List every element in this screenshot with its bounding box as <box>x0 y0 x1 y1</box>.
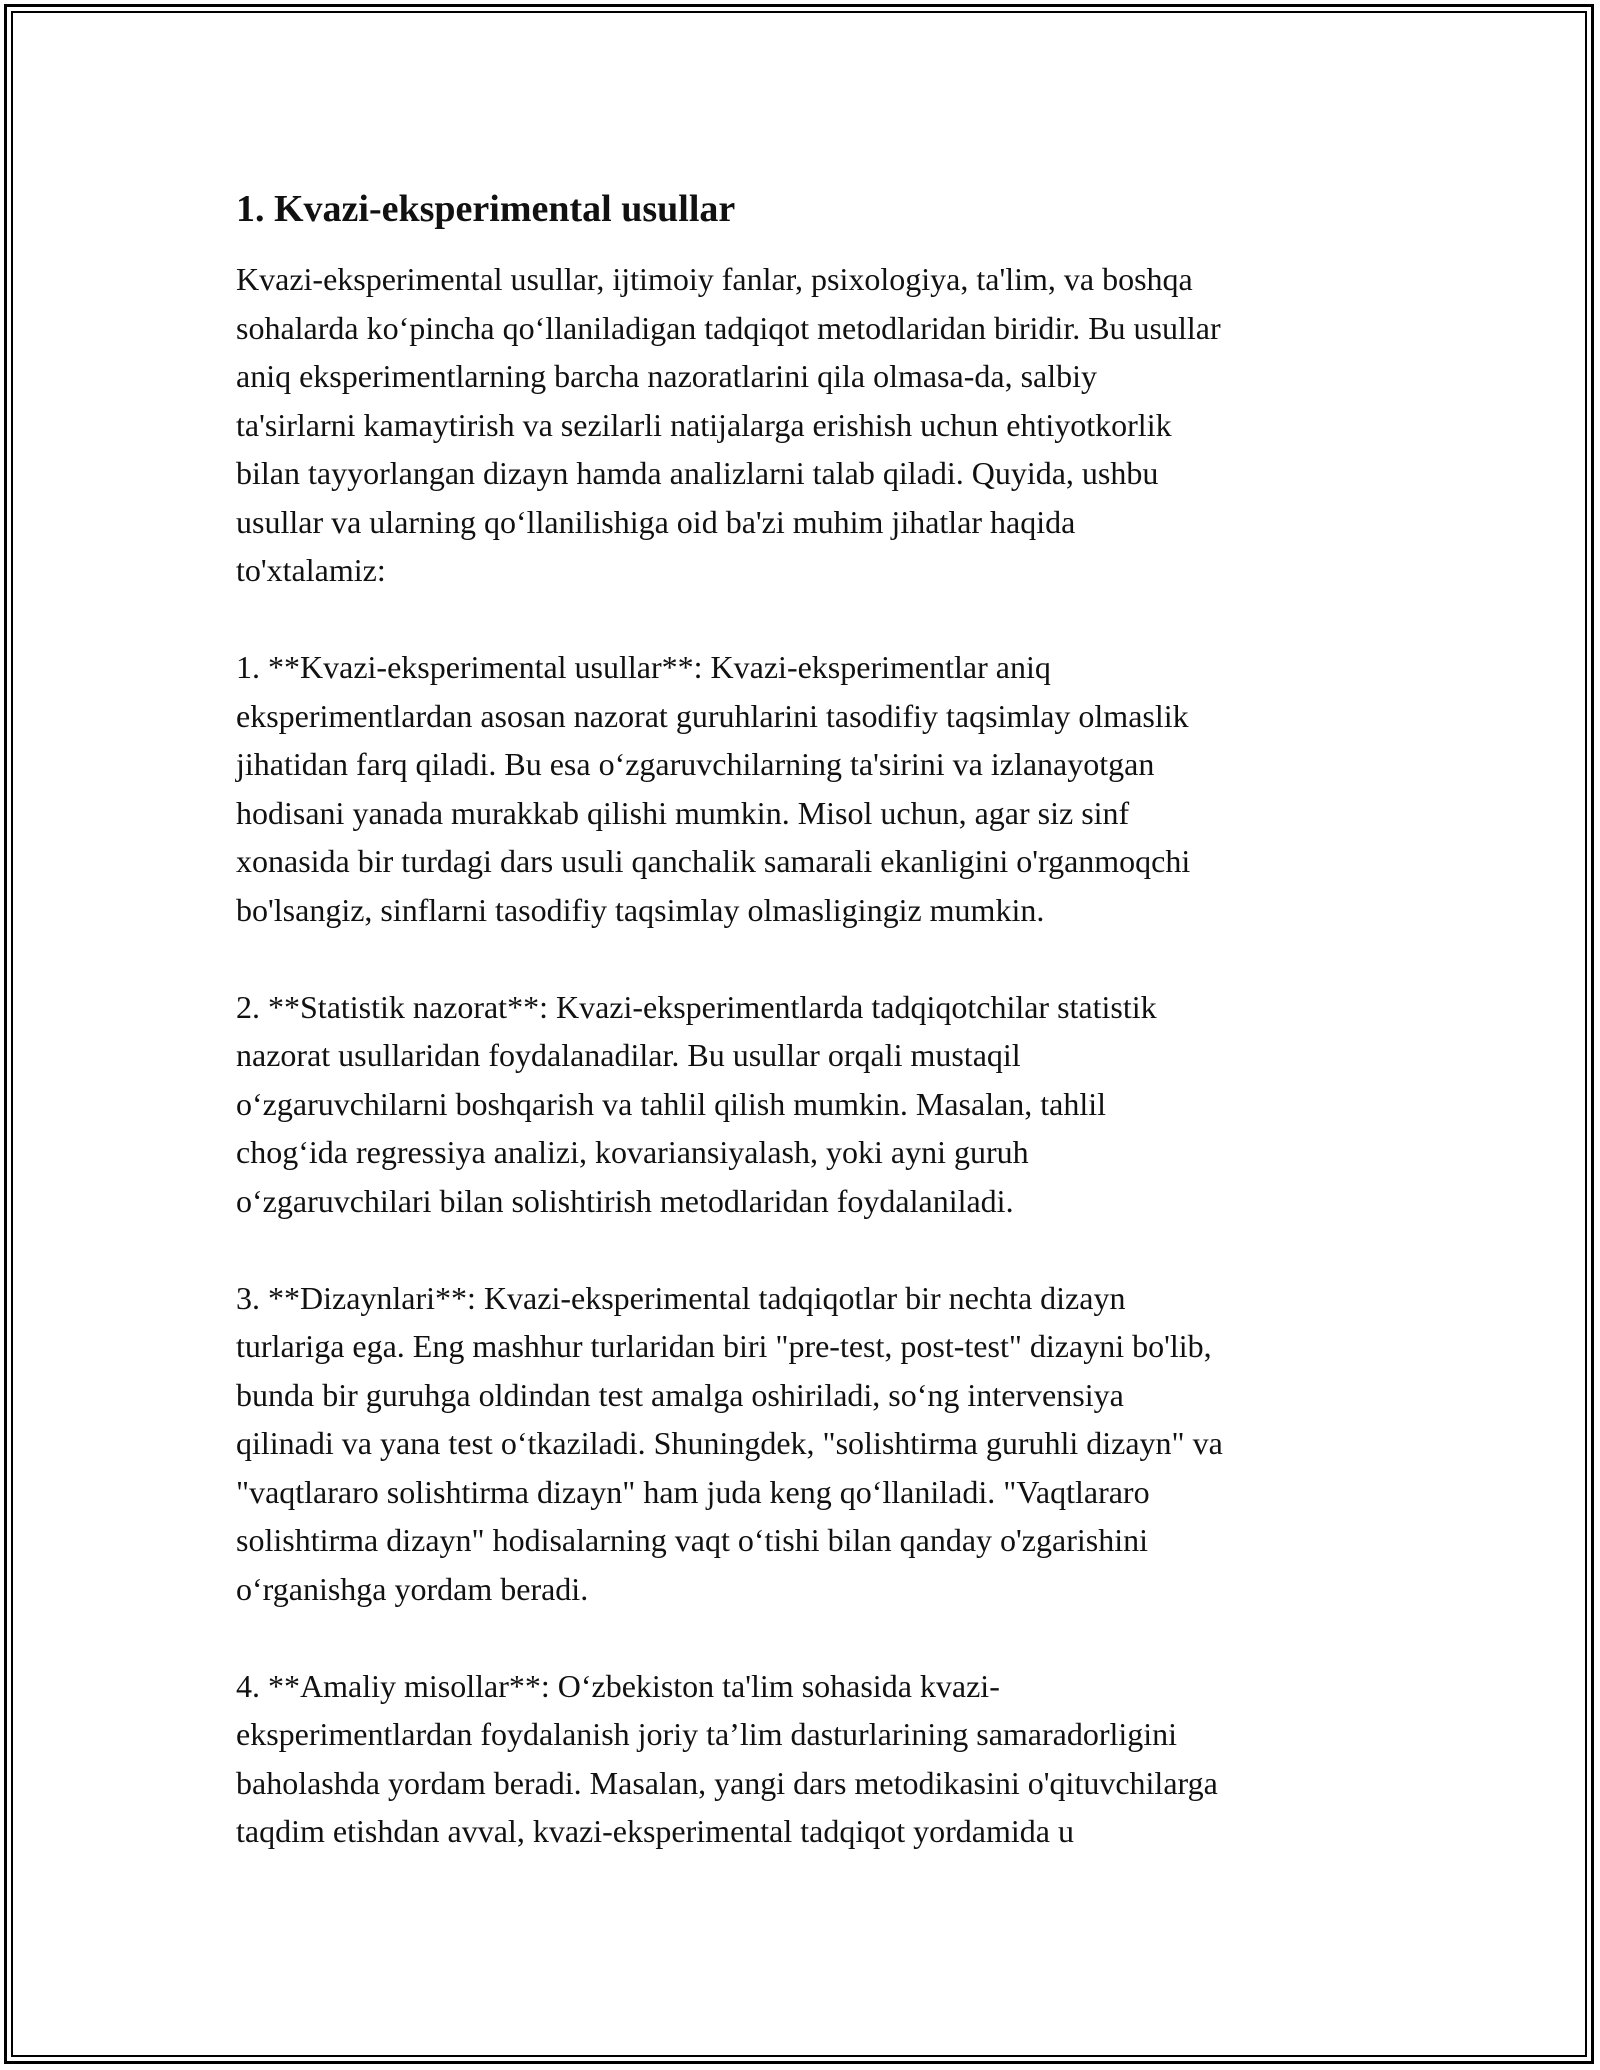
document-page <box>236 185 1376 1856</box>
text-line: bunda bir guruhga oldindan test amalga oshiriladi, so‘ng intervensiya <box>236 1376 1124 1413</box>
text-line: baholashda yordam beradi. Masalan, yangi dars metodikasini o'qituvchilarga <box>236 1764 1218 1801</box>
text-line: 4. **Amaliy misollar**: O‘zbekiston ta'lim sohasida kvazi- <box>236 1667 1000 1704</box>
text-line: eksperimentlardan foydalanish joriy ta’lim dasturlarining samaradorligini <box>236 1716 1178 1752</box>
text-line: turlariga ega. Eng mashhur turlaridan biri "pre-test, post-test" dizayni bo'lib, <box>236 1328 1212 1364</box>
paragraph-gap <box>236 934 1376 983</box>
text-line: bo'lsangiz, sinflarni tasodifiy taqsimlay olmasligingiz mumkin. <box>236 891 1045 928</box>
paragraph-gap <box>236 1225 1376 1274</box>
text-line: aniq eksperimentlarning barcha nazoratlarini qila olmasa-da, salbiy <box>236 358 1097 394</box>
text-line: "vaqtlararo solishtirma dizayn" ham juda keng qo‘llaniladi. "Vaqtlararo <box>236 1473 1150 1510</box>
text-line: solishtirma dizayn" hodisalarning vaqt o‘tishi bilan qanday o'zgarishini <box>236 1522 1148 1558</box>
text-line: 2. **Statistik nazorat**: Kvazi-eksperimentlarda tadqiqotchilar statistik <box>236 988 1157 1025</box>
text-line: qilinadi va yana test o‘tkaziladi. Shuningdek, "solishtirma guruhli dizayn" va <box>236 1425 1223 1461</box>
text-line: nazorat usullaridan foydalanadilar. Bu usullar orqali mustaqil <box>236 1037 1021 1073</box>
list-item-2 <box>236 983 1376 1226</box>
text-line: xonasida bir turdagi dars usuli qanchalik samarali ekanligini o'rganmoqchi <box>236 843 1191 879</box>
text-line: o‘rganishga yordam beradi. <box>236 1570 589 1607</box>
text-line: sohalarda ko‘pincha qo‘llaniladigan tadqiqot metodlaridan biridir. Bu usullar <box>236 309 1221 346</box>
text-line: usullar va ularning qo‘llanilishiga oid ba'zi muhim jihatlar haqida <box>236 503 1076 540</box>
list-item-3 <box>236 1274 1376 1614</box>
text-line: hodisani yanada murakkab qilishi mumkin. Misol uchun, agar siz sinf <box>236 794 1130 831</box>
text-line: ta'sirlarni kamaytirish va sezilarli natijalarga erishish uchun ehtiyotkorlik <box>236 406 1172 443</box>
text-line: chog‘ida regressiya analizi, kovariansiyalash, yoki ayni guruh <box>236 1134 1029 1170</box>
text-line: o‘zgaruvchilari bilan solishtirish metodlaridan foydalaniladi. <box>236 1182 1014 1219</box>
text-line: o‘zgaruvchilarni boshqarish va tahlil qilish mumkin. Masalan, tahlil <box>236 1085 1107 1122</box>
paragraph-gap <box>236 1613 1376 1662</box>
intro-paragraph <box>236 255 1376 595</box>
text-line: bilan tayyorlangan dizayn hamda analizlarni talab qiladi. Quyida, ushbu <box>236 455 1159 491</box>
list-item-4 <box>236 1662 1376 1856</box>
list-item-1 <box>236 643 1376 934</box>
document-title: 1. Kvazi-eksperimental usullar <box>236 188 736 230</box>
text-line: Kvazi-eksperimental usullar, ijtimoiy fanlar, psixologiya, ta'lim, va boshqa <box>236 261 1193 297</box>
text-line: 1. **Kvazi-eksperimental usullar**: Kvazi-eksperimentlar aniq <box>236 649 1051 685</box>
text-line: to'xtalamiz: <box>236 552 386 588</box>
text-line: taqdim etishdan avval, kvazi-eksperimental tadqiqot yordamida u <box>236 1813 1074 1849</box>
text-line: 3. **Dizaynlari**: Kvazi-eksperimental tadqiqotlar bir nechta dizayn <box>236 1279 1126 1316</box>
text-line: jihatidan farq qiladi. Bu esa o‘zgaruvchilarning ta'sirini va izlanayotgan <box>236 746 1155 782</box>
text-line: eksperimentlardan asosan nazorat guruhlarini tasodifiy taqsimlay olmaslik <box>236 697 1189 734</box>
paragraph-gap <box>236 595 1376 644</box>
